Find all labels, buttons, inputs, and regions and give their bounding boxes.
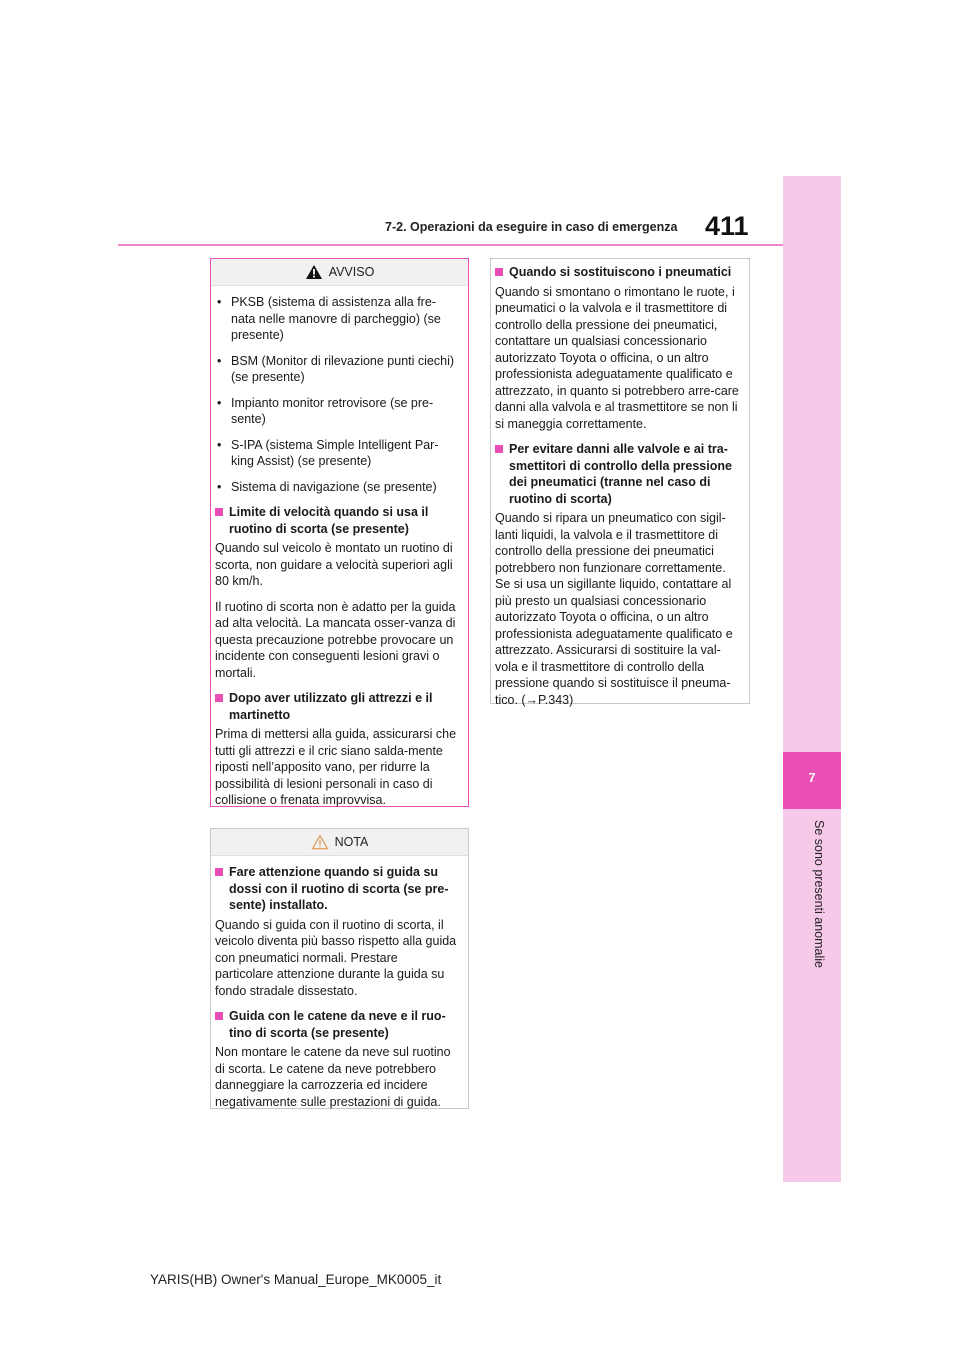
side-tab-number: 7 [808,770,816,785]
paragraph: Il ruotino di scorta non è adatto per la guida ad alta velocità. La mancata osser-vanza di questa precauzione potrebbe provocare un incidente con conseguenti lesioni gravi o mortali. [215,599,456,680]
list-item: • Impianto monitor retrovisore (se pre-sente) [217,395,434,426]
note-box-continued [490,258,750,707]
list-item: • Sistema di navigazione (se presente) [217,479,437,494]
paragraph: Quando si smontano o rimontano le ruote, i pneumatici o la valvola e il trasmettitore di controllo della pressione dei pneumatici, contattare un qualsiasi concessionario autorizzato Toyota o officina, o un altro professionista adeguatamente qualificato e attrezzato, in quanto si potrebbero arre-care danni alla valvola e al trasmettitore se non li si maneggia correttamente. [495,284,739,431]
section-heading: Quando si sostituiscono i pneumatici [495,264,739,281]
section-heading: Dopo aver utilizzato gli attrezzi e il martinetto [215,690,458,723]
square-bullet-icon [215,868,223,876]
footer: YARIS(HB) Owner's Manual_Europe_MK0005_it [150,1272,442,1287]
warning-box-header [211,259,468,286]
square-bullet-icon [495,268,503,276]
square-bullet-icon [215,508,223,516]
list-item: • PKSB (sistema di assistenza alla fre-nata nelle manovre di parcheggio) (se presente) [217,295,441,342]
warning-box-title: AVVISO [328,264,375,279]
warning-triangle-filled-icon [305,264,323,280]
paragraph: Quando si guida con il ruotino di scorta, il veicolo diventa più basso rispetto alla guida con pneumatici normali. Prestare particolare attenzione durante la guida su fondo stradale dissestato. [215,917,457,998]
warning-triangle-outline-icon [311,834,329,850]
paragraph: Quando sul veicolo è montato un ruotino di scorta, non guidare a velocità superiori agli 80 km/h. [215,541,453,588]
section-heading: Fare attenzione quando si guida su dossi con il ruotino di scorta (se pre-sente) installato. [215,864,458,914]
list-item: • BSM (Monitor di rilevazione punti ciechi) (se presente) [217,353,455,384]
list-item: • S-IPA (sistema Simple Intelligent Par-king Assist) (se presente) [217,437,439,468]
note-box-title: NOTA [334,834,369,849]
section-title: 7-2. Operazioni da eseguire in caso di emergenza [385,220,678,234]
side-tab-title: Se sono presenti anomalie [812,820,826,969]
note-box [210,828,469,1109]
paragraph: Non montare le catene da neve sul ruotino di scorta. Le catene da neve potrebbero danneggiare la carrozzeria ed incidere negativamente sulle prestazioni di guida. [215,1045,451,1109]
header-rule [118,244,783,246]
paragraph: Prima di mettersi alla guida, assicurarsi che tutti gli attrezzi e il cric siano salda-mente riposti nell’apposito vano, per ridurre la possibilità di lesioni personali in caso di collisione o frenata improvvisa. [215,727,457,807]
warning-box [210,258,469,807]
page-number: 411 [705,211,749,241]
paragraph: Quando si ripara un pneumatico con sigil-lanti liquidi, la valvola e il trasmettitore di controllo della pressione dei pneumatici potrebbero non funzionare correttamente. Se si usa un sigillante liquido, contattare al più presto un qualsiasi concessionario autorizzato Toyota o officina, o un altro professionista adeguatamente qualificato e attrezzato. Assicurarsi di sostituire la val-vola e il trasmettitore di controllo della pressione quando si sostituisce il pneuma-tico. (→P.343) [495,511,733,707]
section-heading: Limite di velocità quando si usa il ruotino di scorta (se presente) [215,504,458,537]
note-box-header [211,829,468,856]
square-bullet-icon [215,694,223,702]
square-bullet-icon [215,1012,223,1020]
section-heading: Per evitare danni alle valvole e ai tra-smettitori di controllo della pressione dei pneumatici (tranne nel caso di ruotino di scorta) [495,441,739,507]
section-heading: Guida con le catene da neve e il ruo-tino di scorta (se presente) [215,1008,458,1041]
square-bullet-icon [495,445,503,453]
side-tab [783,176,841,1182]
